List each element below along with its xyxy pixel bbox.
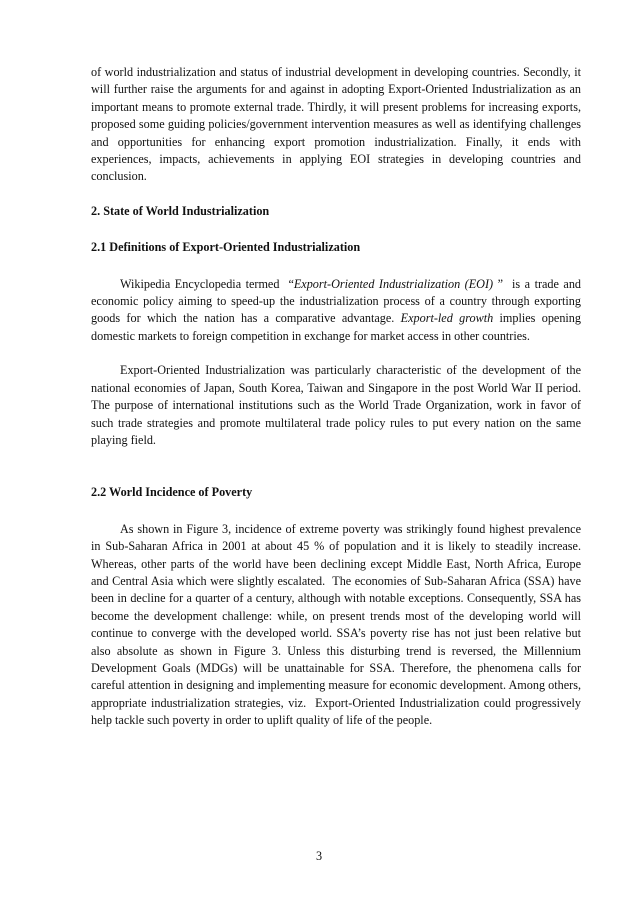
section-heading-2-1: 2.1 Definitions of Export-Oriented Industrialization: [91, 240, 361, 255]
page-number: 3: [315, 849, 323, 863]
poverty-paragraph: As shown in Figure 3, incidence of extreme poverty was strikingly found highest prevalence in Sub-Saharan Africa in 2001 at about 45 % of population and it is likely to steadily increase. Whereas, other parts of the world have been declining except Middle East, North Africa, Europe and Central Asia which were slightly escalated. The economies of Sub-Saharan Africa (SSA) have been in decline for a quarter of a century, although with notable exceptions. Consequently, SSA has become the development challenge: while, on present trends most of the developing world will continue to converge with the developed world. SSA’s poverty rise has not just been relative but also absolute as shown in Figure 3. Unless this disturbing trend is reversed, the Millennium Development Goals (MDGs) will be unattainable for SSA. Therefore, the phenomena calls for careful attention in designing and implementing measure for economic development. Among others, appropriate industrialization strategies, viz. Export-Oriented Industrialization could progressively help tackle such poverty in order to uplift quality of life of the people.: [91, 521, 581, 728]
definition-text-e: implies opening domestic markets to foreign competition in exchange for market access in other countries.: [91, 311, 581, 343]
section-heading-2: 2. State of World Industrialization: [91, 203, 270, 218]
definition-paragraph-2: Export-Oriented Industrialization was particularly characteristic of the development of the national economies of Japan, South Korea, Taiwan and Singapore in the post World War II period. The purpose of international institutions such as the World Trade Organization, work in favor of such trade strategies and promote multilateral trade policy rules to put every nation on the same playing field.: [91, 363, 581, 447]
eoi-term: Export-Oriented Industrialization (EOI): [293, 276, 494, 291]
document-body: [91, 64, 581, 730]
section-heading-2-2: 2.2 World Incidence of Poverty: [91, 485, 253, 500]
export-led-growth-term: Export-led growth: [400, 311, 494, 326]
definition-paragraph-1: [91, 276, 581, 346]
intro-paragraph: of world industrialization and status of industrial development in developing countries. Secondly, it will further raise the arguments for and against in adopting Export-Oriented Industrialization as an important means to promote external trade. Thirdly, it will present problems for increasing exports, proposed some guiding policies/government intervention measures as well as identifying challenges and opportunities for enhancing export promotion industrialization. Finally, it ends with experiences, impacts, achievements in applying EOI strategies in developing countries and conclusion.: [91, 65, 581, 184]
definition-text-a: Wikipedia Encyclopedia termed “: [120, 276, 294, 291]
definition-text-c: ” is a trade and economic policy aiming to speed-up the industrialization process of a country through exporting goods for which the nation has a comparative advantage.: [91, 276, 582, 326]
